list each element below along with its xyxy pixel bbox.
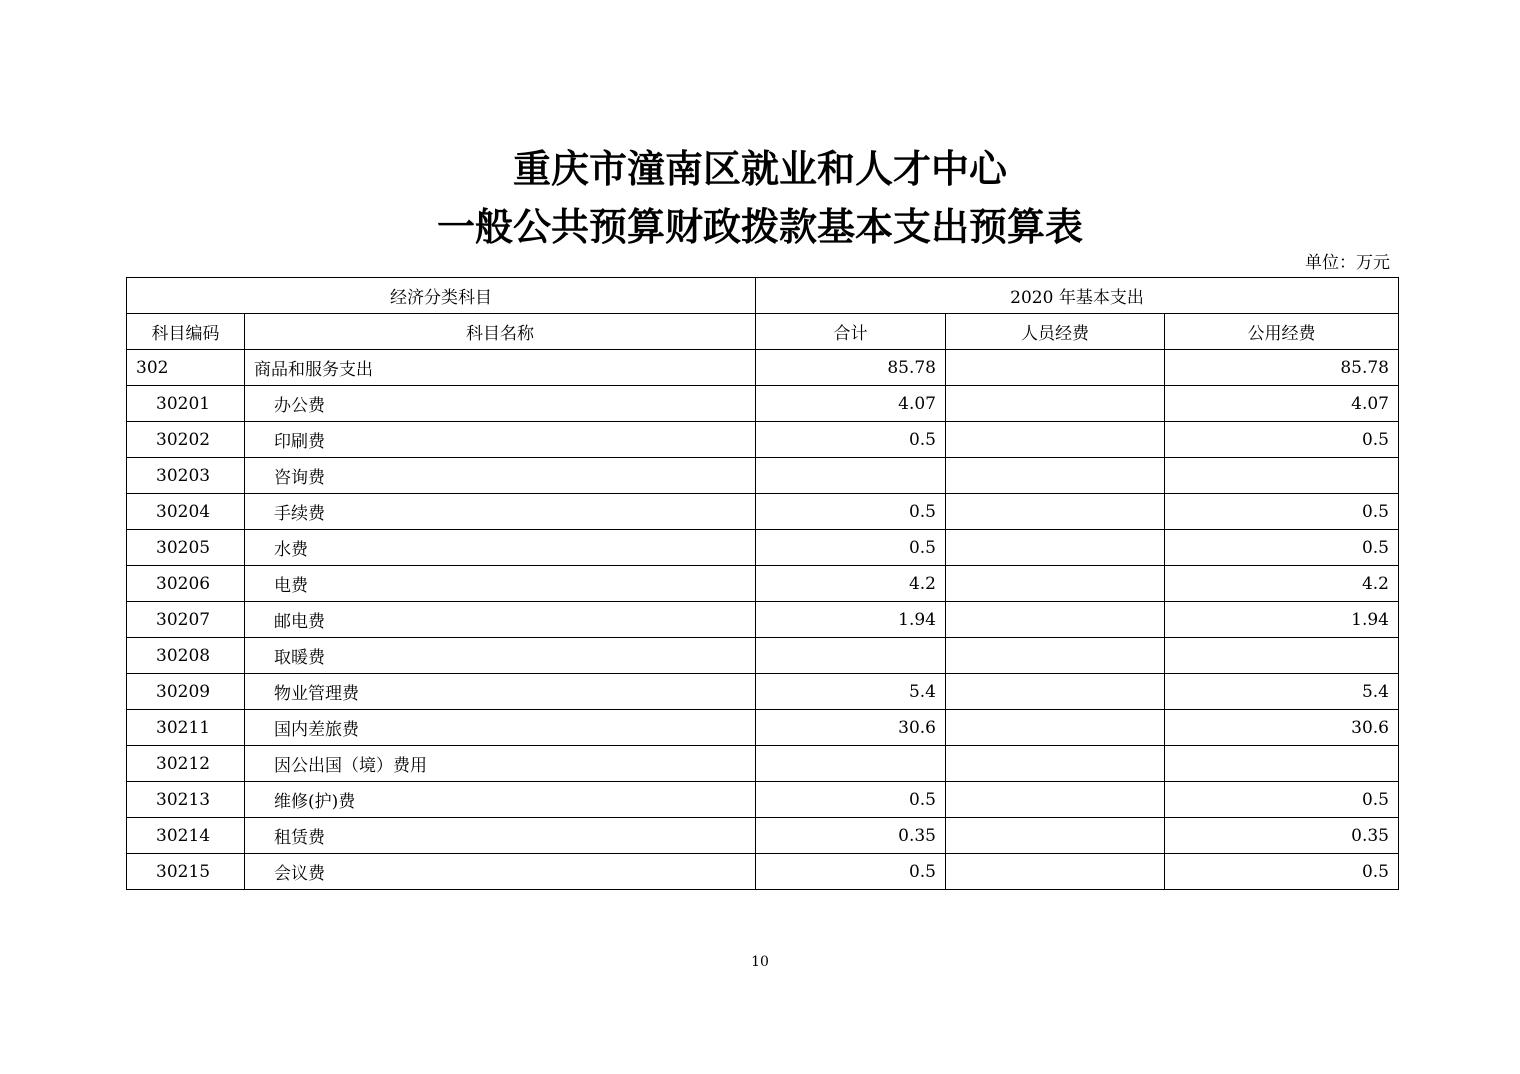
row-code: 30201 [127,386,245,422]
row-code: 302 [127,350,245,386]
row-personnel [946,350,1165,386]
row-personnel [946,530,1165,566]
table-row [127,602,1399,638]
row-personnel [946,818,1165,854]
row-public: 0.5 [1165,422,1399,458]
row-name: 会议费 [245,854,756,890]
row-name: 国内差旅费 [245,710,756,746]
row-total: 85.78 [756,350,946,386]
table-row [127,422,1399,458]
row-personnel [946,602,1165,638]
unit-label: 单位：万元 [1305,253,1390,273]
row-public: 0.35 [1165,818,1399,854]
table-row [127,854,1399,890]
row-name: 印刷费 [245,422,756,458]
row-public: 5.4 [1165,674,1399,710]
budget-table [126,277,1399,890]
row-public [1165,638,1399,674]
row-code: 30205 [127,530,245,566]
row-public: 0.5 [1165,854,1399,890]
row-code: 30202 [127,422,245,458]
row-public: 85.78 [1165,350,1399,386]
row-name: 咨询费 [245,458,756,494]
header-basic-expenditure: 2020 年基本支出 [756,278,1399,314]
row-public: 0.5 [1165,782,1399,818]
row-name: 邮电费 [245,602,756,638]
row-total: 0.5 [756,422,946,458]
table-row [127,350,1399,386]
row-name: 因公出国（境）费用 [245,746,756,782]
row-public: 30.6 [1165,710,1399,746]
row-code: 30213 [127,782,245,818]
row-total: 30.6 [756,710,946,746]
document-title-line1: 重庆市潼南区就业和人才中心 [512,147,1007,191]
row-total: 0.5 [756,530,946,566]
row-personnel [946,386,1165,422]
row-public [1165,458,1399,494]
row-total: 0.5 [756,782,946,818]
row-total: 0.5 [756,494,946,530]
page-number: 10 [751,954,769,970]
table-row [127,530,1399,566]
row-total: 1.94 [756,602,946,638]
row-total: 0.35 [756,818,946,854]
table-row [127,638,1399,674]
row-name: 物业管理费 [245,674,756,710]
table-row [127,710,1399,746]
group-header-row [127,278,1399,314]
row-total: 0.5 [756,854,946,890]
table-row [127,458,1399,494]
header-code: 科目编码 [127,314,245,350]
header-personnel: 人员经费 [946,314,1165,350]
row-name: 水费 [245,530,756,566]
header-name: 科目名称 [245,314,756,350]
row-personnel [946,782,1165,818]
row-name: 租赁费 [245,818,756,854]
header-total: 合计 [756,314,946,350]
column-header-row [127,314,1399,350]
row-personnel [946,746,1165,782]
row-total: 5.4 [756,674,946,710]
row-public: 4.2 [1165,566,1399,602]
row-public: 1.94 [1165,602,1399,638]
row-name: 办公费 [245,386,756,422]
table-row [127,494,1399,530]
row-name: 电费 [245,566,756,602]
table-row [127,746,1399,782]
row-personnel [946,566,1165,602]
document-title-line2: 一般公共预算财政拨款基本支出预算表 [436,205,1083,249]
row-total [756,638,946,674]
row-code: 30214 [127,818,245,854]
table-row [127,818,1399,854]
row-total [756,458,946,494]
row-code: 30207 [127,602,245,638]
header-economic-category: 经济分类科目 [127,278,756,314]
row-code: 30204 [127,494,245,530]
row-total [756,746,946,782]
header-public: 公用经费 [1165,314,1399,350]
row-name: 手续费 [245,494,756,530]
row-personnel [946,422,1165,458]
row-personnel [946,674,1165,710]
table-row [127,782,1399,818]
row-personnel [946,710,1165,746]
row-code: 30208 [127,638,245,674]
row-personnel [946,854,1165,890]
table-row [127,674,1399,710]
row-personnel [946,458,1165,494]
row-personnel [946,638,1165,674]
row-code: 30211 [127,710,245,746]
row-total: 4.07 [756,386,946,422]
row-public: 0.5 [1165,530,1399,566]
row-name: 维修(护)费 [245,782,756,818]
row-public: 4.07 [1165,386,1399,422]
table-row [127,386,1399,422]
row-code: 30215 [127,854,245,890]
row-name: 商品和服务支出 [245,350,756,386]
table-row [127,566,1399,602]
row-code: 30209 [127,674,245,710]
row-public: 0.5 [1165,494,1399,530]
row-personnel [946,494,1165,530]
row-code: 30203 [127,458,245,494]
row-total: 4.2 [756,566,946,602]
row-code: 30212 [127,746,245,782]
row-code: 30206 [127,566,245,602]
row-public [1165,746,1399,782]
row-name: 取暖费 [245,638,756,674]
